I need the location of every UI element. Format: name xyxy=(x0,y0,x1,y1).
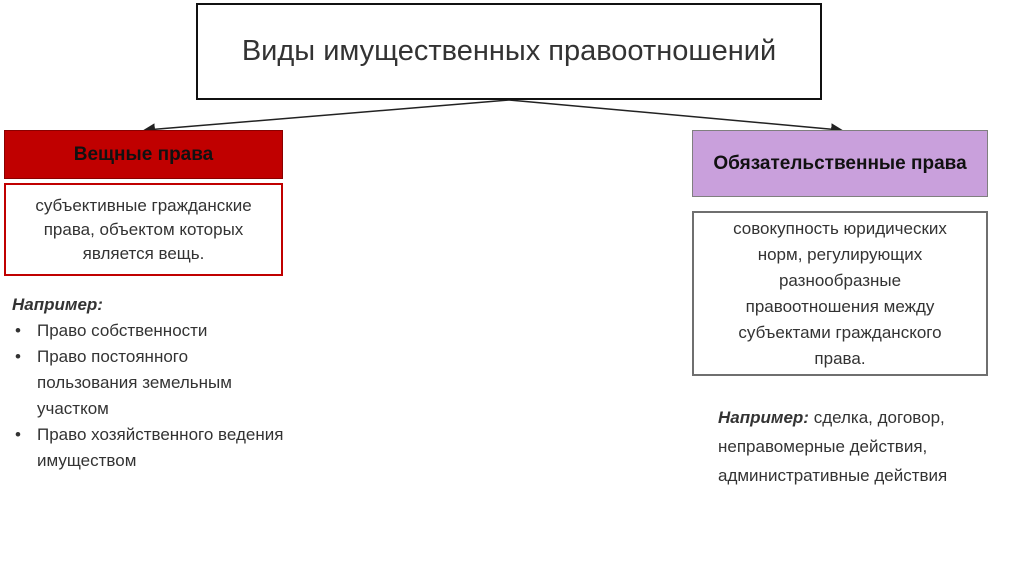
right-category-header xyxy=(692,130,988,197)
diagram-title-box xyxy=(196,3,822,100)
left-example-list xyxy=(12,318,292,474)
right-category-label: Обязательственные права xyxy=(713,152,967,174)
right-examples xyxy=(718,403,998,490)
left-examples xyxy=(12,292,292,474)
left-definition-text: субъективные гражданские права, объектом которых является вещь. xyxy=(35,195,252,263)
right-definition-box xyxy=(692,211,988,376)
list-item xyxy=(12,318,292,344)
right-definition-text: совокупность юридических норм, регулирующих разнообразные правоотношения между субъектами гражданского права. xyxy=(733,218,947,368)
list-item-text: Право постоянного пользования земельным участком xyxy=(37,347,232,418)
diagram-title: Виды имущественных правоотношений xyxy=(241,35,777,67)
arrow-to-left xyxy=(146,100,509,130)
bullet-icon: • xyxy=(15,425,21,444)
list-item xyxy=(12,344,292,422)
left-category-label: Вещные права xyxy=(73,143,214,165)
right-example-heading: Например: xyxy=(718,408,809,427)
list-item-text: Право хозяйственного ведения имуществом xyxy=(37,425,284,470)
left-definition-box xyxy=(4,183,283,276)
left-category-header xyxy=(4,130,283,179)
list-item-text: Право собственности xyxy=(37,321,208,340)
right-example-text: сделка, договор, неправомерные действия, административные действия xyxy=(718,408,948,485)
left-example-heading: Например: xyxy=(12,295,103,314)
bullet-icon: • xyxy=(15,347,21,366)
list-item xyxy=(12,422,292,474)
bullet-icon: • xyxy=(15,321,21,340)
arrow-to-right xyxy=(509,100,840,130)
